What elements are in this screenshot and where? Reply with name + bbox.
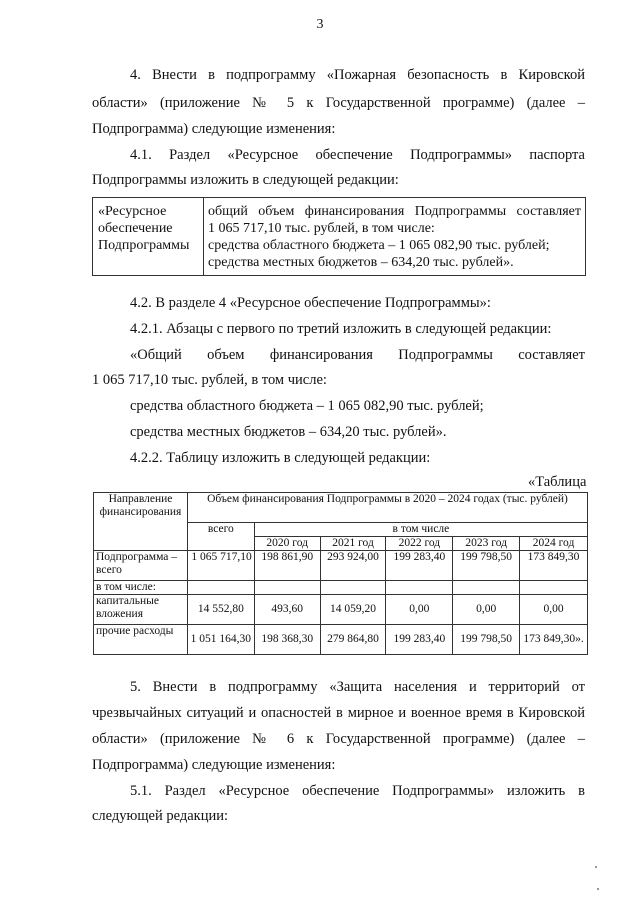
quote-line-2: 1 065 717,10 тыс. рублей, в том числе: bbox=[92, 372, 327, 388]
cell-value: 0,00 bbox=[520, 595, 588, 625]
page-number: 3 bbox=[316, 17, 324, 32]
item-4-2-2: 4.2.2. Таблицу изложить в следующей редакции: bbox=[130, 450, 431, 466]
section5-line-1: 5. Внести в подпрограмму «Защита населения и территорий от bbox=[130, 679, 585, 695]
financing-table bbox=[93, 492, 588, 655]
cell-value: 14 059,20 bbox=[320, 595, 386, 625]
header-year: 2020 год bbox=[254, 537, 320, 551]
passport-label-line: обеспечение bbox=[98, 221, 173, 236]
section5-line-3: области» (приложение № 6 к Государственной программе) (далее – bbox=[92, 731, 585, 747]
cell-value: 279 864,80 bbox=[320, 625, 386, 655]
table-row bbox=[94, 581, 588, 595]
item-5-1-line-1: 5.1. Раздел «Ресурсное обеспечение Подпрограммы» изложить в bbox=[130, 783, 585, 799]
cell-value: 0,00 bbox=[386, 595, 453, 625]
item-4-2-1: 4.2.1. Абзацы с первого по третий изложить в следующей редакции: bbox=[130, 321, 552, 337]
section4-line-2: области» (приложение № 5 к Государственной программе) (далее – bbox=[92, 95, 585, 111]
passport-resource-table bbox=[92, 197, 586, 276]
header-direction: Направление финансирования bbox=[94, 493, 188, 551]
header-year: 2024 год bbox=[520, 537, 588, 551]
cell-value: 173 849,30». bbox=[520, 625, 588, 655]
scan-speck bbox=[597, 888, 599, 890]
header-total: всего bbox=[187, 523, 254, 551]
row-label: прочие расходы bbox=[94, 625, 188, 655]
table-label: «Таблица bbox=[528, 474, 587, 490]
passport-label-line: «Ресурсное bbox=[98, 204, 167, 219]
table-row bbox=[94, 551, 588, 581]
section4-line-3: Подпрограмма) следующие изменения: bbox=[92, 121, 336, 137]
section5-line-2: чрезвычайных ситуаций и опасностей в мирное и военное время в Кировской bbox=[92, 705, 585, 721]
item-5-1-line-2: следующей редакции: bbox=[92, 808, 229, 824]
cell-value: 199 798,50 bbox=[453, 551, 520, 581]
cell-value: 198 368,30 bbox=[254, 625, 320, 655]
row-label: в том числе: bbox=[94, 581, 188, 595]
cell-value: 1 065 717,10 bbox=[187, 551, 254, 581]
cell-value: 199 283,40 bbox=[386, 551, 453, 581]
quote-line-3: средства областного бюджета – 1 065 082,90 тыс. рублей; bbox=[130, 398, 484, 414]
passport-label-line: Подпрограммы bbox=[98, 238, 190, 253]
quote-line-4: средства местных бюджетов – 634,20 тыс. рублей». bbox=[130, 424, 447, 440]
header-volume: Объем финансирования Подпрограммы в 2020 – 2024 годах (тыс. рублей) bbox=[187, 493, 587, 523]
cell-value: 1 051 164,30 bbox=[187, 625, 254, 655]
section5-line-4: Подпрограмма) следующие изменения: bbox=[92, 757, 336, 773]
item-4-1-line-2: Подпрограммы изложить в следующей редакции: bbox=[92, 172, 399, 188]
passport-value-line: общий объем финансирования Подпрограммы составляет bbox=[208, 204, 581, 219]
item-4-2: 4.2. В разделе 4 «Ресурсное обеспечение Подпрограммы»: bbox=[130, 295, 491, 311]
cell-value: 293 924,00 bbox=[320, 551, 386, 581]
quote-line-1: «Общий объем финансирования Подпрограммы составляет bbox=[130, 347, 585, 363]
cell-value: 198 861,90 bbox=[254, 551, 320, 581]
cell-value: 199 798,50 bbox=[453, 625, 520, 655]
header-year: 2021 год bbox=[320, 537, 386, 551]
header-year: 2022 год bbox=[386, 537, 453, 551]
header-year: 2023 год bbox=[453, 537, 520, 551]
cell-value: 493,60 bbox=[254, 595, 320, 625]
cell-value: 0,00 bbox=[453, 595, 520, 625]
scan-speck bbox=[595, 866, 597, 868]
table-row bbox=[94, 625, 588, 655]
passport-value-line: 1 065 717,10 тыс. рублей, в том числе: bbox=[208, 221, 435, 236]
passport-label-cell bbox=[93, 198, 204, 275]
cell-value: 14 552,80 bbox=[187, 595, 254, 625]
item-4-1-line-1: 4.1. Раздел «Ресурсное обеспечение Подпрограммы» паспорта bbox=[130, 147, 585, 163]
section4-line-1: 4. Внести в подпрограмму «Пожарная безопасность в Кировской bbox=[130, 67, 585, 83]
header-including: в том числе bbox=[254, 523, 587, 537]
passport-value-line: средства местных бюджетов – 634,20 тыс. рублей». bbox=[208, 255, 514, 270]
row-label: Подпрограмма – всего bbox=[94, 551, 188, 581]
passport-value-cell bbox=[205, 198, 585, 275]
cell-value: 199 283,40 bbox=[386, 625, 453, 655]
row-label: капитальные вложения bbox=[94, 595, 188, 625]
passport-value-line: средства областного бюджета – 1 065 082,90 тыс. рублей; bbox=[208, 238, 550, 253]
cell-value: 173 849,30 bbox=[520, 551, 588, 581]
table-row bbox=[94, 595, 588, 625]
